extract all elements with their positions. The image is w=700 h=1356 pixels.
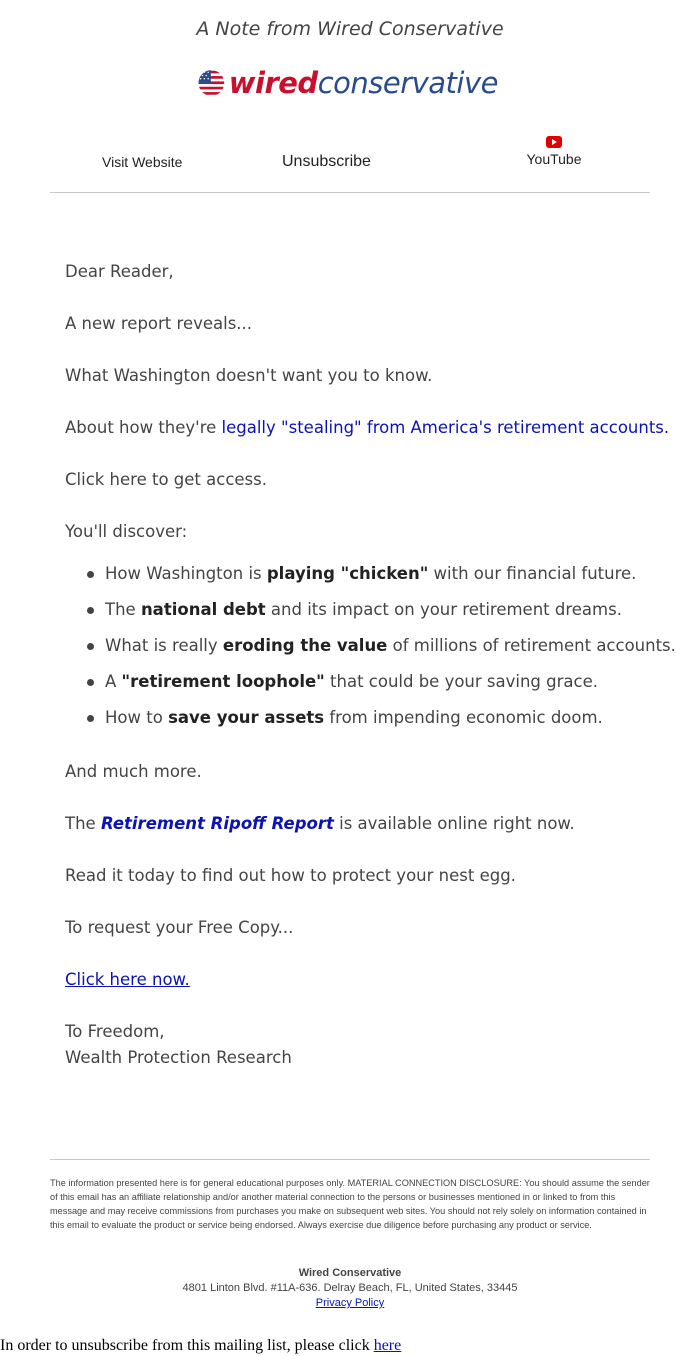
youtube-link[interactable] xyxy=(526,136,582,167)
brand-logo[interactable] xyxy=(198,56,498,110)
youtube-icon xyxy=(546,136,562,148)
visit-website-link[interactable]: Visit Website xyxy=(102,154,183,170)
paragraph-report-title: The Retirement Ripoff Report is available online right now. xyxy=(65,814,575,833)
paragraph-stealing: About how they're legally "stealing" from America's retirement accounts. xyxy=(65,418,670,437)
disclaimer-text: The information presented here is for general educational purposes only. MATERIAL CONNECTION DISCLOSURE: You should assume the sender of this email has an affiliate relationship and/or another material connection to the persons or businesses mentioned in or linked to from this message and may receive commissions from purchases you make on subsequent web sites. You should not rely solely on information contained in this email to evaluate the product or service being endorsed. Always exercise due diligence before purchasing any product or service. xyxy=(50,1178,650,1230)
paragraph-access[interactable]: Click here to get access. xyxy=(65,470,267,489)
signature: Wealth Protection Research xyxy=(65,1048,292,1067)
greeting: Dear Reader, xyxy=(65,262,174,281)
paragraph-washington: What Washington doesn't want you to know. xyxy=(65,366,433,385)
footer-company: Wired Conservative xyxy=(298,1267,402,1279)
top-nav xyxy=(50,132,650,182)
footer xyxy=(0,1266,700,1311)
discover-list xyxy=(65,562,676,742)
youtube-label: YouTube xyxy=(526,151,582,167)
privacy-policy-link[interactable]: Privacy Policy xyxy=(315,1297,385,1309)
footer-divider xyxy=(50,1159,650,1160)
paragraph-more: And much more. xyxy=(65,762,202,781)
paragraph-request: To request your Free Copy... xyxy=(65,918,294,937)
signoff: To Freedom, xyxy=(65,1022,165,1041)
header-note: A Note from Wired Conservative xyxy=(196,18,504,40)
paragraph-nest-egg: Read it today to find out how to protect your nest egg. xyxy=(65,866,516,885)
report-link[interactable]: Retirement Ripoff Report xyxy=(100,814,334,833)
stealing-link[interactable]: legally "stealing" from America's retirement accounts. xyxy=(221,418,670,437)
logo-wordmark: wiredconservative xyxy=(228,66,498,100)
unsubscribe-here-link[interactable]: here xyxy=(373,1337,402,1354)
list-item: What is really eroding the value of millions of retirement accounts. xyxy=(65,634,676,670)
unsubscribe-link[interactable]: Unsubscribe xyxy=(282,153,371,170)
paragraph-discover: You'll discover: xyxy=(65,522,188,541)
american-flag-icon xyxy=(198,58,225,108)
list-item: How Washington is playing "chicken" with our financial future. xyxy=(65,562,676,598)
paragraph-report: A new report reveals... xyxy=(65,314,253,333)
header-divider xyxy=(50,192,650,193)
unsubscribe-notice: In order to unsubscribe from this mailing list, please click here xyxy=(0,1337,402,1354)
list-item: The national debt and its impact on your retirement dreams. xyxy=(65,598,676,634)
footer-address: 4801 Linton Blvd. #11A-636. Delray Beach, FL, United States, 33445 xyxy=(182,1282,518,1294)
list-item: How to save your assets from impending economic doom. xyxy=(65,706,676,742)
list-item: A "retirement loophole" that could be your saving grace. xyxy=(65,670,676,706)
cta-link[interactable]: Click here now. xyxy=(65,970,190,989)
